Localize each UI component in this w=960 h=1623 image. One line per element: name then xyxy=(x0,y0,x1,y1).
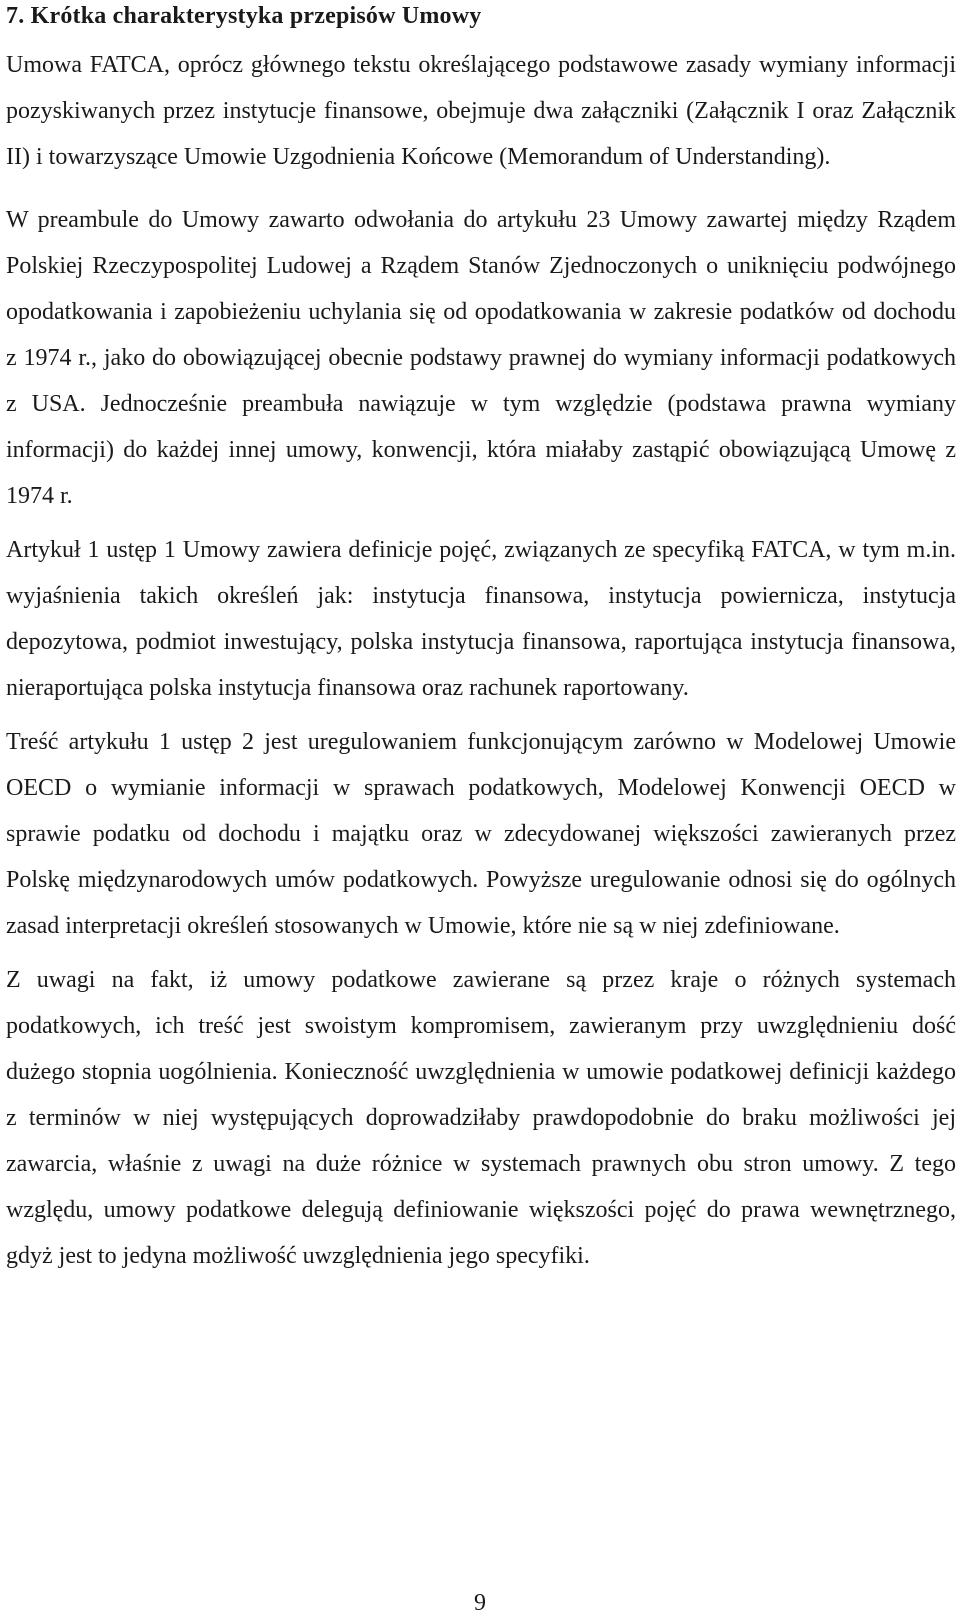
paragraph-fatca-overview: Umowa FATCA, oprócz głównego tekstu określającego podstawowe zasady wymiany informacji pozyskiwanych przez instytucje finansowe, obejmuje dwa załączniki (Załącznik I oraz Załącznik II) i towarzyszące Umowie Uzgodnienia Końcowe (Memorandum of Understanding). xyxy=(6,52,956,170)
paragraph-article-1-2: Treść artykułu 1 ustęp 2 jest uregulowaniem funkcjonującym zarówno w Modelowej Umowie OECD o wymianie informacji w sprawach podatkowych, Modelowej Konwencji OECD w sprawie podatku od dochodu i majątku oraz w zdecydowanej większości zawieranych przez Polskę międzynarodowych umów podatkowych. Powyższe uregulowanie odnosi się do ogólnych zasad interpretacji określeń stosowanych w Umowie, które nie są w niej zdefiniowane. xyxy=(6,729,956,939)
paragraph-tax-treaties: Z uwagi na fakt, iż umowy podatkowe zawierane są przez kraje o różnych systemach podatkowych, ich treść jest swoistym kompromisem, zawieranym przy uwzględnieniu dość dużego stopnia uogólnienia. Konieczność uwzględnienia w umowie podatkowej definicji każdego z terminów w niej występujących doprowadziłaby prawdopodobnie do braku możliwości jej zawarcia, właśnie z uwagi na duże różnice w systemach prawnych obu stron umowy. Z tego względu, umowy podatkowe delegują definiowanie większości pojęć do prawa wewnętrznego, gdyż jest to jedyna możliwość uwzględnienia jego specyfiki. xyxy=(6,967,956,1269)
document-page xyxy=(6,0,956,1279)
page-number: 9 xyxy=(474,1590,486,1616)
section-heading: 7. Krótka charakterystyka przepisów Umowy xyxy=(6,3,482,29)
paragraph-article-1-1: Artykuł 1 ustęp 1 Umowy zawiera definicje pojęć, związanych ze specyfiką FATCA, w tym m.in. wyjaśnienia takich określeń jak: instytucja finansowa, instytucja powiernicza, instytucja depozytowa, podmiot inwestujący, polska instytucja finansowa, raportująca instytucja finansowa, nieraportująca polska instytucja finansowa oraz rachunek raportowany. xyxy=(6,537,956,701)
paragraph-preamble: W preambule do Umowy zawarto odwołania do artykułu 23 Umowy zawartej między Rządem Polskiej Rzeczypospolitej Ludowej a Rządem Stanów Zjednoczonych o uniknięciu podwójnego opodatkowania i zapobieżeniu uchylania się od opodatkowania w zakresie podatków od dochodu z 1974 r., jako do obowiązującej obecnie podstawy prawnej do wymiany informacji podatkowych z USA. Jednocześnie preambuła nawiązuje w tym względzie (podstawa prawna wymiany informacji) do każdej innej umowy, konwencji, która miałaby zastąpić obowiązującą Umowę z 1974 r. xyxy=(6,207,956,509)
